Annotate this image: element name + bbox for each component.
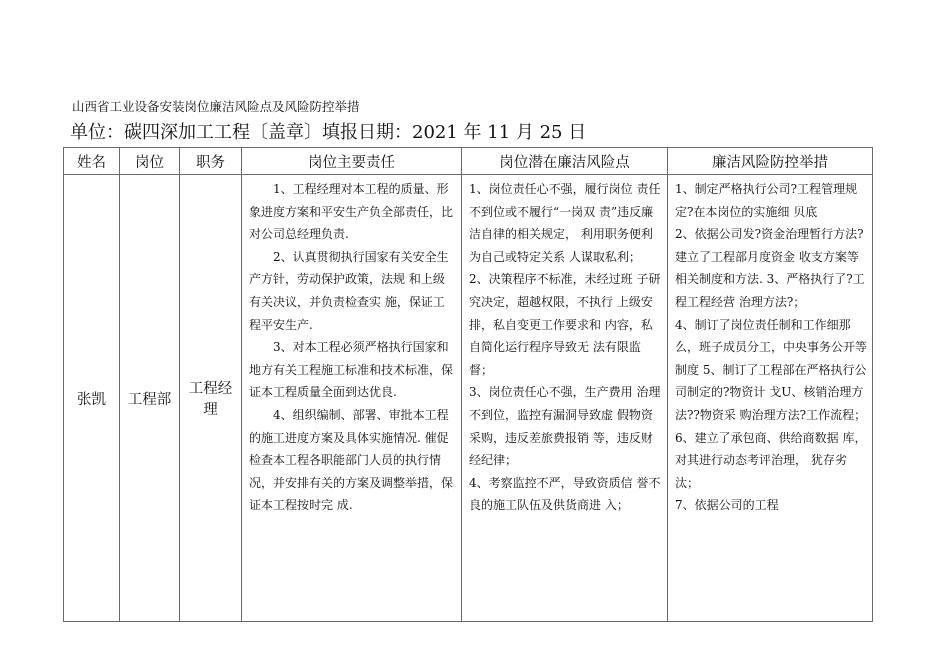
header-title: 职务 (180, 148, 242, 175)
cell-name: 张凯 (64, 175, 120, 622)
cell-post: 工程部 (120, 175, 180, 622)
cell-responsibilities (242, 175, 462, 622)
responsibilities-text: 1、工程经理对本工程的质量、形象进度方案和平安生产负全部责任，比对公司总经理负责. 2、认真贯彻执行国家有关安全生产方针，劳动保护政策，法规 和上级有关决议，并负责检查实 施，保证工程平安生产. 3、对本工程必须严格执行国家和地方有关工程施工标准和技术标准，保证本工程质量全面到达优良. 4、组织编制、部署、审批本工程的施工进度方案及具体实施情况. 催促检查本工程各职能部门人员的执行情况，并安排有关的方案及调整举措，保证本工程按时完 成. (249, 182, 454, 513)
document-heading: 单位：碳四深加工工程〔盖章〕填报日期：2021 年 11 月 25 日 (70, 122, 587, 143)
risks-text: 1、岗位责任心不强，履行岗位 责任不到位或不履行“一岗双 责”违反廉洁自律的相关规定， 利用职务便利为自己或特定关系 人谋取私利； 2、决策程序不标准，未经过班 子研究决定，超越权限，不执行 上级安排，私自变更工作要求和 内容，私自简化运行程序导致无 法有限监督； 3、岗位责任心不强，生产费用 治理不到位，监控有漏洞导致虚 假物资采购，违反差旅费报销 等，违反财经纪律； 4、考察监控不严，导致资质信 誉不良的施工队伍及供货商进 入； (469, 182, 661, 513)
table-row (64, 175, 873, 622)
cell-risks (462, 175, 668, 622)
document-subtitle: 山西省工业设备安装岗位廉洁风险点及风险防控举措 (72, 99, 360, 114)
risk-table (63, 147, 873, 622)
header-risks: 岗位潜在廉洁风险点 (462, 148, 668, 175)
header-name: 姓名 (64, 148, 120, 175)
header-post: 岗位 (120, 148, 180, 175)
cell-measures (668, 175, 873, 622)
header-responsibilities: 岗位主要责任 (242, 148, 462, 175)
measures-text: 1、制定严格执行公司?工程管理规定?在本岗位的实施细 贝底 2、依据公司发?资金治理暂行方法?建立了工程部月度资金 收支方案等相关制度和方法. 3、严格执行了?工程工程经营 治理方法?； 4、制订了岗位责任制和工作细那么，班子成员分工，中央事务公开等制度 5、制订了工程部在严格执行公司制定的?物资计 戈U、核销治理方法??物资采 购治理方法?工作流程； 6、建立了承包商、供给商数据 库，对其进行动态考评治理， 犹存劣汰； 7、依据公司的工程 (675, 182, 867, 513)
table-header-row (64, 148, 873, 175)
header-measures: 廉洁风险防控举措 (668, 148, 873, 175)
cell-title: 工程经理 (180, 175, 242, 622)
